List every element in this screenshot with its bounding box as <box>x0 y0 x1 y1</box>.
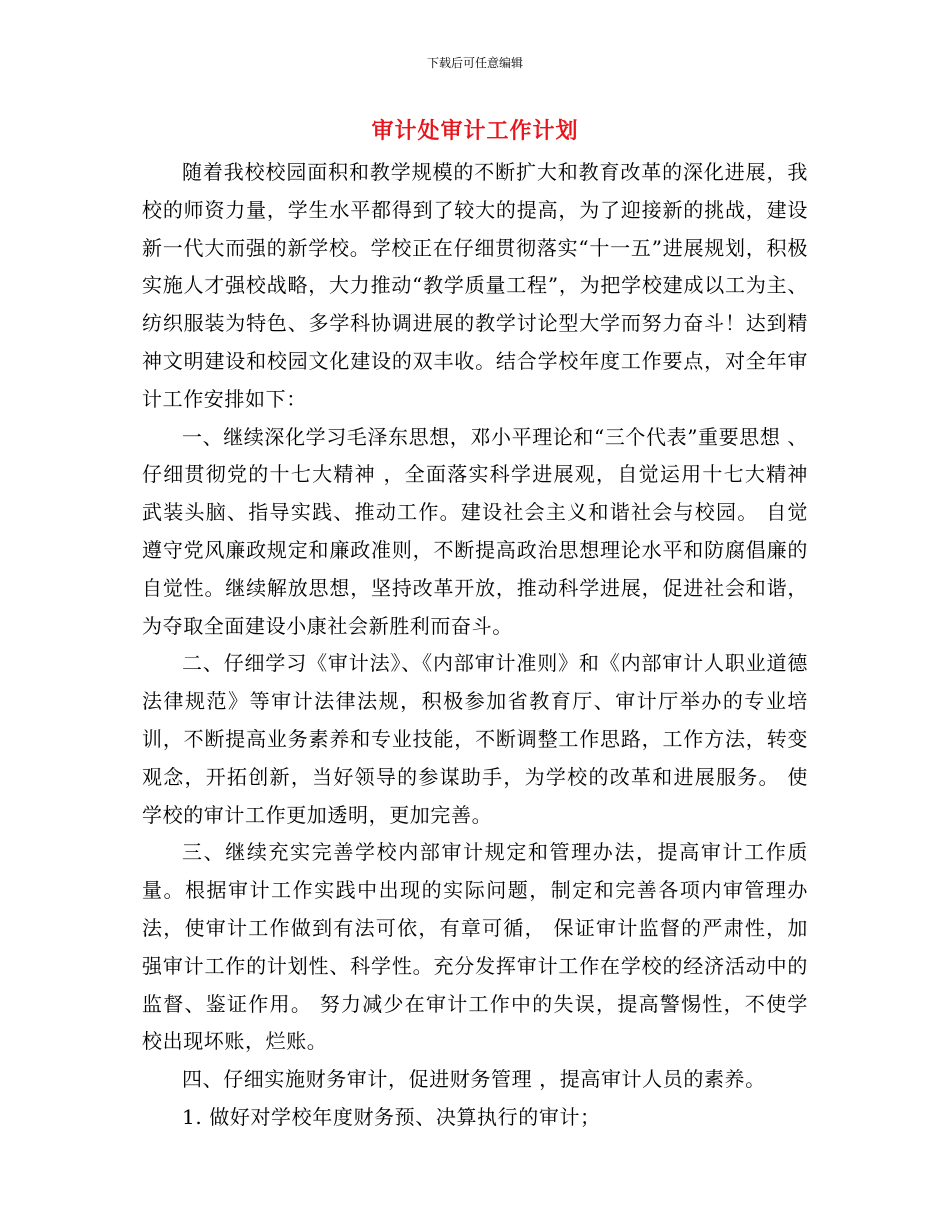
header-note: 下载后可任意编辑 <box>426 56 523 70</box>
paragraph-intro: 随着我校校园面积和教学规模的不断扩大和教育改革的深化进展，我校的师资力量，学生水平都得到了较大的提高，为了迎接新的挑战，建设新一代大而强的新学校。学校正在仔细贯彻落实“十一五”进展规划，积极实施人才强校战略，大力推动“教学质量工程”，为把学校建成以工为主、纺织服装为特色、多学科协调进展的教学讨论型大学而努力奋斗！达到精神文明建设和校园文化建设的双丰收。结合学校年度工作要点，对全年审计工作安排如下： <box>142 160 808 411</box>
paragraph-section-3: 三、继续充实完善学校内部审计规定和管理办法，提高审计工作质量。根据审计工作实践中出现的实际问题，制定和完善各项内审管理办法，使审计工作做到有法可依，有章可循， 保证审计监督的严肃性，加强审计工作的计划性、科学性。充分发挥审计工作在学校的经济活动中的监督、鉴证作用。 努力减少在审计工作中的失误，提高警惕性，不使学校出现坏账，烂账。 <box>142 840 808 1054</box>
paragraph-section-2: 二、仔细学习《审计法》、《内部审计准则》和《内部审计人职业道德法律规范》等审计法律法规，积极参加省教育厅、审计厅举办的专业培训，不断提高业务素养和专业技能，不断调整工作思路，工作方法，转变观念，开拓创新，当好领导的参谋助手，为学校的改革和进展服务。 使学校的审计工作更加透明，更加完善。 <box>142 651 808 827</box>
paragraph-section-1: 一、继续深化学习毛泽东思想，邓小平理论和“三个代表”重要思想 、仔细贯彻党的十七大精神 ，全面落实科学进展观，自觉运用十七大精神武装头脑、指导实践、推动工作。建设社会主义和谐社会与校园。 自觉遵守党风廉政规定和廉政准则，不断提高政治思想理论水平和防腐倡廉的自觉性。继续解放思想，坚持改革开放，推动科学进展，促进社会和谐，为夺取全面建设小康社会新胜利而奋斗。 <box>142 424 809 638</box>
paragraph-section-4: 四、仔细实施财务审计，促进财务管理 ，提高审计人员的素养。 <box>182 1067 766 1092</box>
document-title: 审计处审计工作计划 <box>371 118 579 144</box>
document-body <box>142 154 808 1137</box>
paragraph-item-1: 1. 做好对学校年度财务预、决算执行的审计； <box>182 1104 601 1129</box>
